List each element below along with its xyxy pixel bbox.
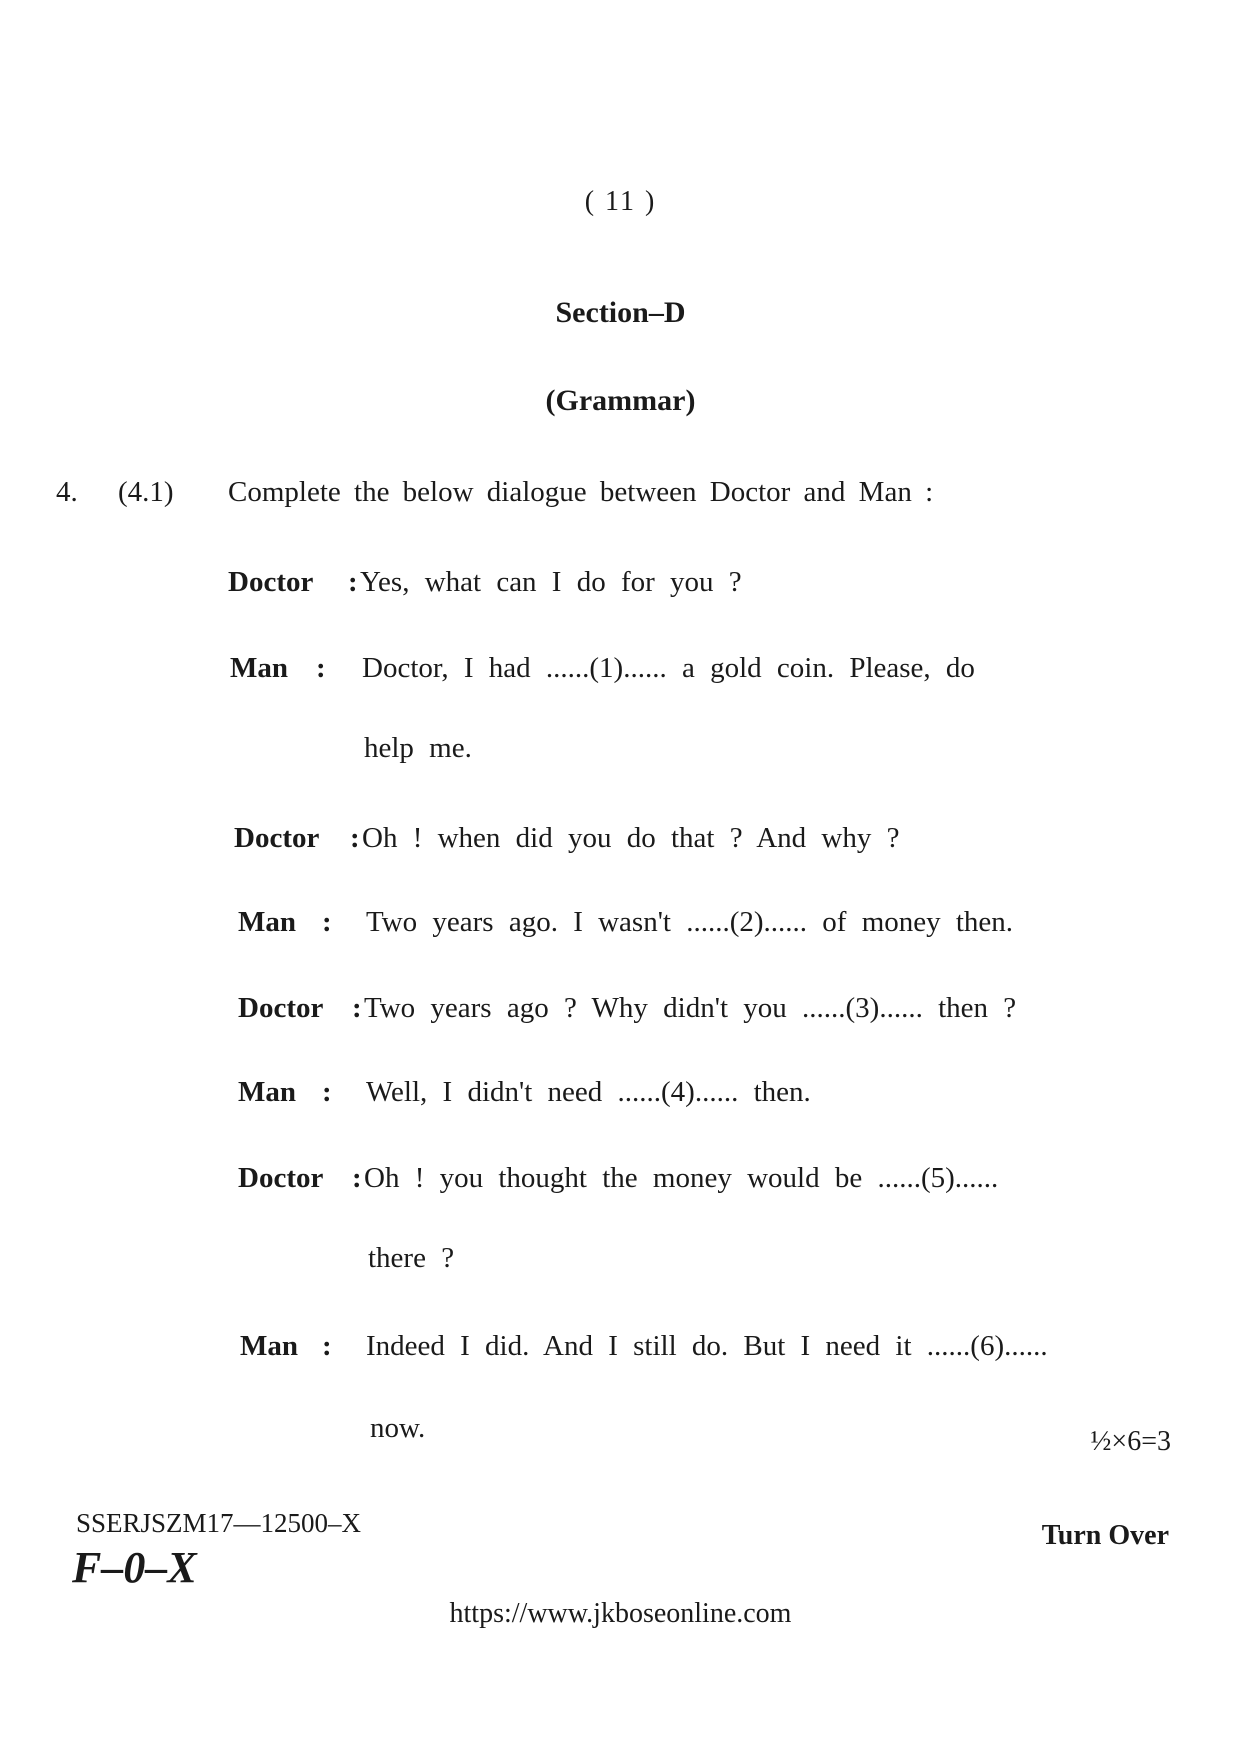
section-title: Section–D (555, 296, 686, 329)
speaker-colon: : (348, 566, 358, 598)
dialogue-line-continued: help me. (364, 732, 472, 764)
speaker-colon: : (322, 1330, 332, 1362)
dialogue-line: Yes, what can I do for you ? (360, 566, 742, 598)
speaker-colon: : (316, 652, 326, 684)
dialogue-line-continued: there ? (368, 1242, 455, 1274)
page-number: ( 11 ) (584, 186, 657, 217)
speaker-colon: : (352, 1162, 362, 1194)
speaker-colon: : (322, 906, 332, 938)
speaker-man: Man (238, 906, 296, 938)
question-instruction: Complete the below dialogue between Doctor and Man : (228, 476, 934, 508)
speaker-colon: : (322, 1076, 332, 1108)
dialogue-line: Indeed I did. And I still do. But I need it ......(6)...... (366, 1330, 1048, 1362)
dialogue-line: Two years ago ? Why didn't you ......(3)...... then ? (364, 992, 1017, 1024)
dialogue-line: Oh ! when did you do that ? And why ? (362, 822, 900, 854)
paper-code: SSERJSZM17—12500–X (76, 1508, 362, 1538)
dialogue-line-continued: now. (370, 1412, 426, 1444)
dialogue-line: Doctor, I had ......(1)...... a gold coin. Please, do (362, 652, 975, 684)
speaker-doctor: Doctor (238, 992, 324, 1024)
marks-allocation: ½×6=3 (1090, 1426, 1171, 1457)
speaker-doctor: Doctor (228, 566, 314, 598)
dialogue-line: Well, I didn't need ......(4)...... then. (366, 1076, 811, 1108)
speaker-colon: : (352, 992, 362, 1024)
footer-url: https://www.jkboseonline.com (449, 1598, 792, 1629)
question-sub-number: (4.1) (118, 476, 174, 508)
speaker-doctor: Doctor (234, 822, 320, 854)
turn-over-label: Turn Over (1041, 1520, 1169, 1551)
speaker-man: Man (240, 1330, 298, 1362)
speaker-colon: : (350, 822, 360, 854)
set-code: F–0–X (72, 1543, 197, 1592)
speaker-man: Man (238, 1076, 296, 1108)
speaker-doctor: Doctor (238, 1162, 324, 1194)
dialogue-line: Two years ago. I wasn't ......(2)...... of money then. (366, 906, 1014, 938)
section-subtitle: (Grammar) (545, 384, 696, 417)
dialogue-line: Oh ! you thought the money would be ......(5)...... (364, 1162, 999, 1194)
question-number: 4. (56, 476, 78, 508)
speaker-man: Man (230, 652, 288, 684)
